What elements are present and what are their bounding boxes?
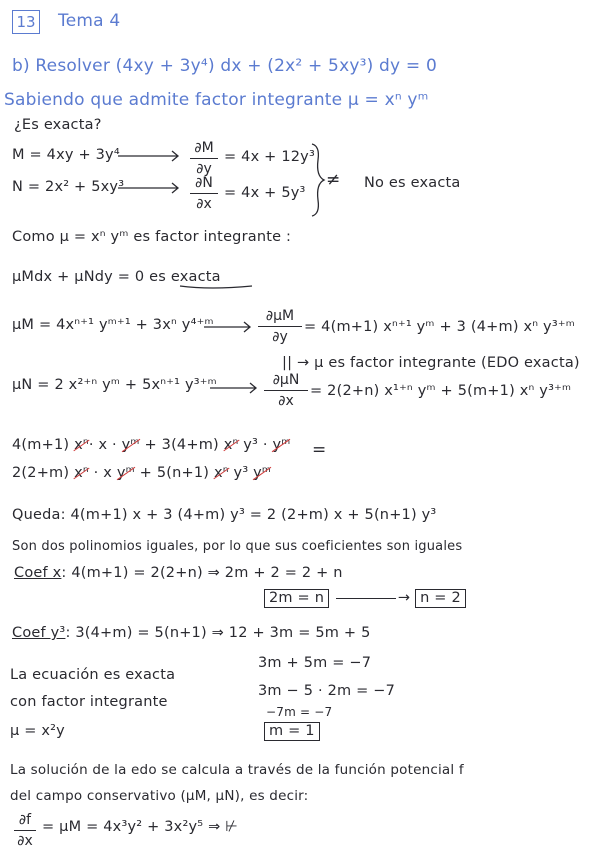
dm-dy-fraction: [190, 140, 218, 177]
equation-3m-5m: 3m + 5m = −7: [258, 655, 372, 671]
solution-line-2: del campo conservativo (μM, μN), es decir:: [10, 788, 309, 804]
conclusion-line-1: La ecuación es exacta: [10, 667, 176, 683]
dmun-value: = 2(2+n) x¹⁺ⁿ yᵐ + 5(m+1) xⁿ y³⁺ᵐ: [310, 383, 572, 399]
conclusion-line-3: μ = x²y: [10, 723, 65, 739]
dm-numerator: ∂M: [194, 140, 214, 156]
mu-n-expression: μN = 2 x²⁺ⁿ yᵐ + 5xⁿ⁺¹ y³⁺ᵐ: [12, 377, 217, 393]
simplification-line-2: 2(2+m) xⁿ · x yᵐ + 5(n+1) xⁿ y³ yᵐ: [12, 465, 272, 481]
coef-x-equation: : 4(m+1) = 2(2+n) ⇒ 2m + 2 = 2 + n: [61, 565, 343, 581]
no-exacta-label: No es exacta: [364, 175, 461, 191]
exercise-number-box: 13: [12, 10, 40, 34]
dmun-denominator: ∂x: [278, 393, 294, 409]
underline-exacta-icon: [180, 286, 252, 288]
como-line: Como μ = xⁿ yᵐ es factor integrante :: [12, 229, 292, 245]
problem-line-2: Sabiendo que admite factor integrante μ = xⁿ yᵐ: [4, 90, 429, 110]
solution-line-1: La solución de la edo se calcula a través de la función potencial f: [10, 762, 464, 778]
arrow-m-icon: [118, 151, 178, 161]
dn-dx-value: = 4x + 5y³: [224, 185, 306, 201]
conclusion-line-2: con factor integrante: [10, 694, 168, 710]
coef-x-result: 2m = n → n = 2: [264, 589, 466, 608]
df-denominator: ∂x: [17, 833, 33, 849]
coef-x-row: [14, 566, 343, 581]
m-definition: M = 4xy + 3y⁴: [12, 147, 120, 163]
dmum-value: = 4(m+1) xⁿ⁺¹ yᵐ + 3 (4+m) xⁿ y³⁺ᵐ: [304, 319, 575, 335]
dmum-fraction: [258, 308, 302, 345]
arrow-n-icon: [118, 183, 178, 193]
dn-dx-fraction: [190, 175, 218, 212]
dmum-denominator: ∂y: [272, 329, 288, 345]
m-result: [264, 722, 320, 741]
box-2m-n: 2m = n: [264, 589, 329, 608]
box-n-2: n = 2: [415, 589, 466, 608]
coef-y-equation: : 3(4+m) = 5(n+1) ⇒ 12 + 3m = 5m + 5: [65, 625, 371, 641]
coef-y-row: [12, 626, 371, 641]
dmun-numerator: ∂μN: [272, 372, 300, 388]
equation-7m: −7m = −7: [266, 705, 333, 719]
dn-denominator: ∂x: [196, 196, 212, 212]
coef-x-label: Coef x: [14, 565, 62, 581]
not-equal-sign: ≠: [326, 170, 341, 190]
df-dx-fraction: [14, 812, 36, 849]
mu-exact-equation: μMdx + μNdy = 0 es exacta: [12, 269, 221, 285]
simplification-equals: =: [312, 440, 327, 460]
arrow-mun-icon: [210, 383, 256, 393]
box-m-1: m = 1: [264, 722, 320, 741]
df-dx-value: = μM = 4x³y² + 3x²y⁵ ⇒ ⊬: [42, 819, 239, 835]
factor-note: || → μ es factor integrante (EDO exacta): [282, 355, 580, 371]
df-numerator: ∂f: [18, 812, 32, 828]
dm-denominator: ∂y: [196, 161, 212, 177]
question-exacta: ¿Es exacta?: [14, 117, 102, 133]
coef-y-label: Coef y³: [12, 625, 66, 641]
polinomios-line: Son dos polinomios iguales, por lo que sus coeficientes son iguales: [12, 539, 463, 554]
problem-line-1: b) Resolver (4xy + 3y⁴) dx + (2x² + 5xy³) dy = 0: [12, 56, 437, 76]
dn-numerator: ∂N: [195, 175, 213, 191]
queda-line: Queda: 4(m+1) x + 3 (4+m) y³ = 2 (2+m) x + 5(n+1) y³: [12, 507, 437, 523]
dmun-fraction: [264, 372, 308, 409]
n-definition: N = 2x² + 5xy³: [12, 179, 125, 195]
mu-m-expression: μM = 4xⁿ⁺¹ yᵐ⁺¹ + 3xⁿ y⁴⁺ᵐ: [12, 317, 214, 333]
equation-3m-5-2m: 3m − 5 · 2m = −7: [258, 683, 396, 699]
page-title: Tema 4: [58, 11, 121, 31]
simplification-line-1: 4(m+1) xⁿ· x · yᵐ + 3(4+m) xⁿ y³ · yᵐ: [12, 437, 291, 453]
dmum-numerator: ∂μM: [265, 308, 295, 324]
dm-dy-value: = 4x + 12y³: [224, 149, 315, 165]
